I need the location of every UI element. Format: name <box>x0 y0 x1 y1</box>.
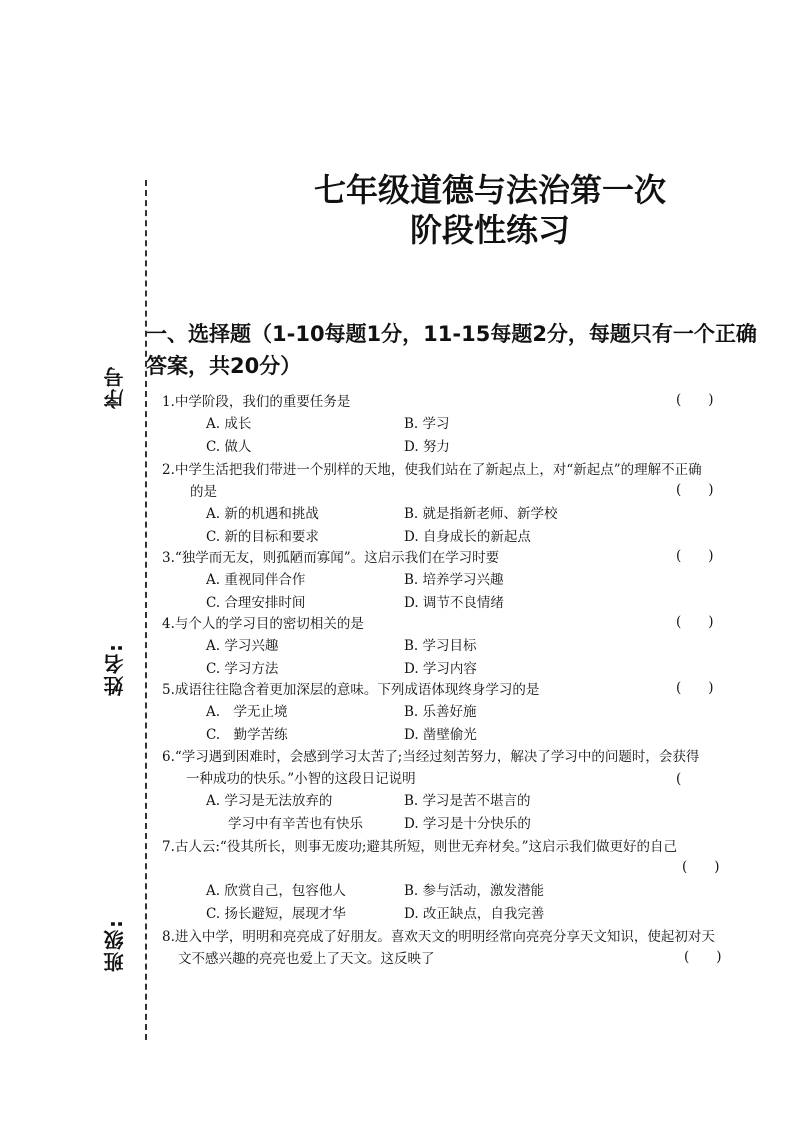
q1-option-c: C. 做人 <box>206 439 252 455</box>
question-3: 3.“独学而无友，则孤陋而寡闻”。这启示我们在学习时要 <box>162 550 500 566</box>
question-6-line2: 一种成功的快乐。”小智的这段日记说明 <box>186 771 416 787</box>
answer-blank-3[interactable]: ( ) <box>676 548 714 564</box>
page-subtitle: 阶段性练习 <box>409 211 570 249</box>
q5-option-c: C. 勤学苦练 <box>206 727 288 743</box>
q7-option-d: D. 改正缺点，自我完善 <box>404 906 545 922</box>
q5-option-a: A. 学无止境 <box>206 704 288 720</box>
q7-option-a: A. 欣赏自己，包容他人 <box>206 883 346 899</box>
q5-option-b: B. 乐善好施 <box>404 704 477 720</box>
question-2: 2.中学生活把我们带进一个别样的天地，使我们站在了新起点上，对“新起点”的理解不正确 <box>162 462 702 478</box>
name-label: 姓名: <box>103 642 127 696</box>
q6-option-d: D. 学习是十分快乐的 <box>404 816 531 832</box>
section-heading-line1: 一、选择题（1-10每题1分，11-15每题2分，每题只有一个正确 <box>146 322 757 346</box>
question-4: 4.与个人的学习目的密切相关的是 <box>162 616 364 632</box>
answer-blank-6[interactable]: ( <box>676 771 682 787</box>
q4-option-c: C. 学习方法 <box>206 661 279 677</box>
class-label: 班级: <box>103 918 127 972</box>
q1-option-d: D. 努力 <box>404 439 450 455</box>
q1-option-b: B. 学习 <box>404 416 450 432</box>
answer-blank-5[interactable]: ( ) <box>676 680 714 696</box>
q4-option-b: B. 学习目标 <box>404 638 477 654</box>
q3-option-b: B. 培养学习兴趣 <box>404 572 504 588</box>
q3-option-c: C. 合理安排时间 <box>206 595 306 611</box>
q2-option-b: B. 就是指新老师、新学校 <box>404 506 558 522</box>
q3-option-a: A. 重视同伴合作 <box>206 572 306 588</box>
q7-option-c: C. 扬长避短，展现才华 <box>206 906 346 922</box>
page-title: 七年级道德与法治第一次 <box>313 171 666 209</box>
q4-option-a: A. 学习兴趣 <box>206 638 279 654</box>
answer-blank-4[interactable]: ( ) <box>676 614 714 630</box>
section-heading <box>146 318 766 382</box>
answer-blank-1[interactable]: ( ) <box>676 392 714 408</box>
q2-option-c: C. 新的目标和要求 <box>206 529 319 545</box>
q1-option-a: A. 成长 <box>206 416 252 432</box>
question-6: 6.“学习遇到困难时，会感到学习太苦了;当经过刻苦努力，解决了学习中的问题时，会获得 <box>162 749 700 765</box>
question-5: 5.成语往往隐含着更加深层的意味。下列成语体现终身学习的是 <box>162 682 540 698</box>
q2-option-a: A. 新的机遇和挑战 <box>206 506 319 522</box>
answer-blank-8[interactable]: ( ) <box>684 949 722 965</box>
q2-option-d: D. 自身成长的新起点 <box>404 529 531 545</box>
q3-option-d: D. 调节不良情绪 <box>404 595 504 611</box>
question-8: 8.进入中学，明明和亮亮成了好朋友。喜欢天文的明明经常向亮亮分享天文知识，使起初对天 <box>162 929 715 945</box>
answer-blank-2[interactable]: ( ) <box>676 482 714 498</box>
serial-number-label: 序号 <box>103 365 127 409</box>
q6-option-b: B. 学习是苦不堪言的 <box>404 793 531 809</box>
binding-dashed-line <box>145 180 147 1040</box>
q7-option-b: B. 参与活动，激发潜能 <box>404 883 545 899</box>
question-7: 7.古人云:“役其所长，则事无废功;避其所短，则世无弃材矣。”这启示我们做更好的自己 <box>162 839 678 855</box>
question-1: 1.中学阶段，我们的重要任务是 <box>162 394 351 410</box>
q6-option-c: 学习中有辛苦也有快乐 <box>228 816 363 832</box>
q4-option-d: D. 学习内容 <box>404 661 477 677</box>
section-heading-line2: 答案，共20分） <box>146 354 302 378</box>
answer-blank-7[interactable]: ( ) <box>682 859 720 875</box>
q6-option-a: A. 学习是无法放弃的 <box>206 793 333 809</box>
q5-option-d: D. 凿壁偷光 <box>404 727 477 743</box>
question-2-line2: 的是 <box>190 484 217 500</box>
question-8-line2: 文不感兴趣的亮亮也爱上了天文。这反映了 <box>178 951 435 967</box>
